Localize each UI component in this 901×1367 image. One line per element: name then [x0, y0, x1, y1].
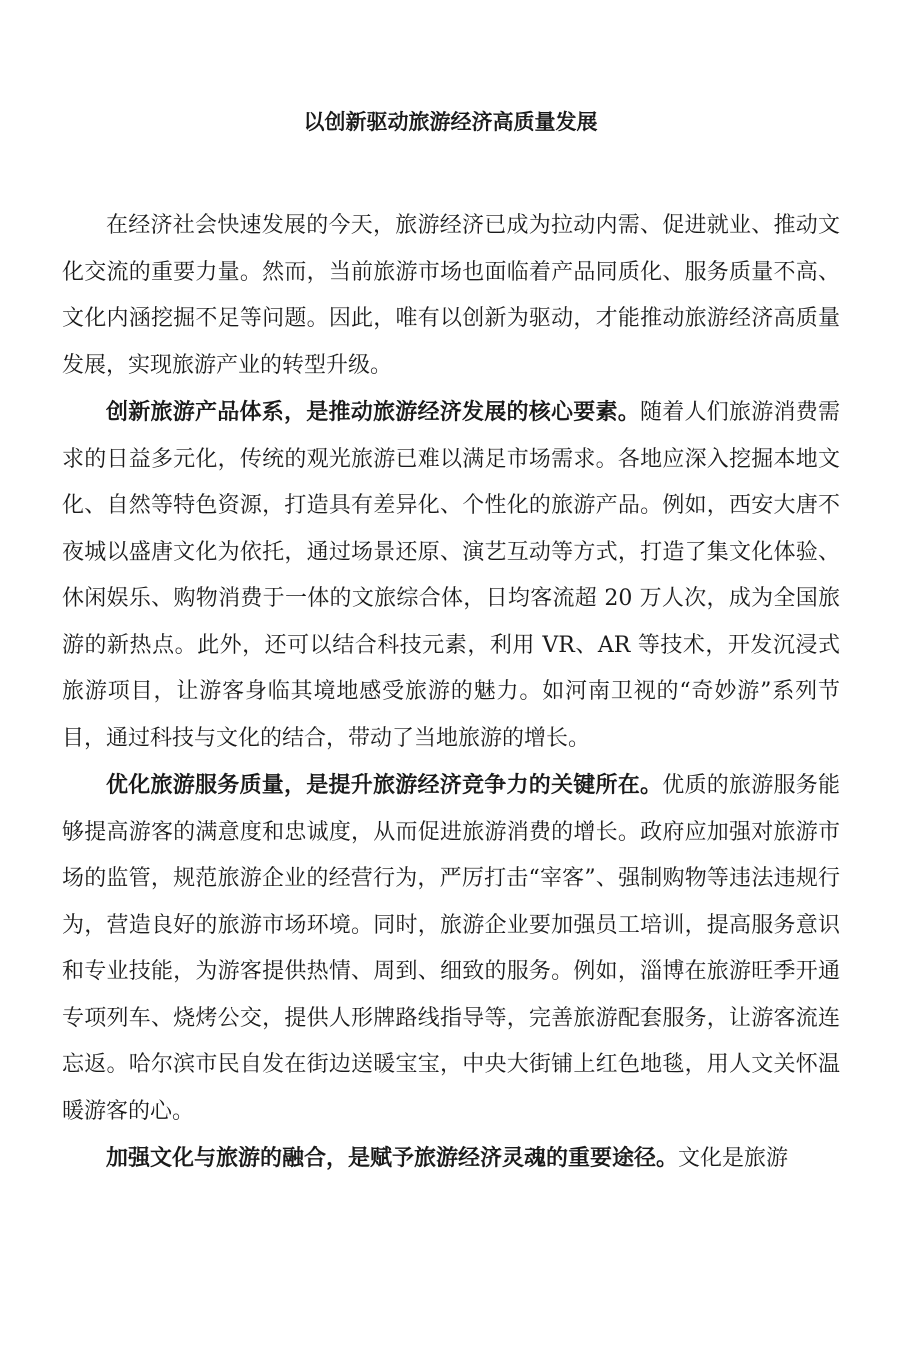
paragraph-lead: 优化旅游服务质量，是提升旅游经济竞争力的关键所在。	[106, 772, 663, 798]
document-body	[62, 203, 840, 1183]
paragraph-tourism-products	[62, 389, 840, 762]
paragraph-text: 文化是旅游	[678, 1146, 789, 1171]
paragraph-service-quality	[62, 762, 840, 1135]
paragraph-lead: 加强文化与旅游的融合，是赋予旅游经济灵魂的重要途径。	[106, 1145, 679, 1171]
paragraph-lead: 创新旅游产品体系，是推动旅游经济发展的核心要素。	[106, 399, 640, 425]
paragraph-text: 优质的旅游服务能够提高游客的满意度和忠诚度，从而促进旅游消费的增长。政府应加强对旅游市场的监管，规范旅游企业的经营行为，严厉打击“宰客”、强制购物等违法违规行为，营造良好的旅游市场环境。同时，旅游企业要加强员工培训，提高服务意识和专业技能，为游客提供热情、周到、细致的服务。例如，淄博在旅游旺季开通专项列车、烧烤公交，提供人形牌路线指导等，完善旅游配套服务，让游客流连忘返。哈尔滨市民自发在街边送暖宝宝，中央大街铺上红色地毯，用人文关怀温暖游客的心。	[62, 773, 840, 1124]
paragraph-intro	[62, 203, 840, 389]
document-title: 以创新驱动旅游经济高质量发展	[303, 109, 598, 134]
paragraph-text: 在经济社会快速发展的今天，旅游经济已成为拉动内需、促进就业、推动文化交流的重要力量。然而，当前旅游市场也面临着产品同质化、服务质量不高、文化内涵挖掘不足等问题。因此，唯有以创新为驱动，才能推动旅游经济高质量发展，实现旅游产业的转型升级。	[62, 213, 840, 378]
paragraph-text: 随着人们旅游消费需求的日益多元化，传统的观光旅游已难以满足市场需求。各地应深入挖掘本地文化、自然等特色资源，打造具有差异化、个性化的旅游产品。例如，西安大唐不夜城以盛唐文化为依托，通过场景还原、演艺互动等方式，打造了集文化体验、休闲娱乐、购物消费于一体的文旅综合体，日均客流超 20 万人次，成为全国旅游的新热点。此外，还可以结合科技元素，利用 VR、AR 等技术，开发沉浸式旅游项目，让游客身临其境地感受旅游的魅力。如河南卫视的“奇妙游”系列节目，通过科技与文化的结合，带动了当地旅游的增长。	[62, 400, 840, 751]
paragraph-culture-integration	[62, 1135, 840, 1183]
